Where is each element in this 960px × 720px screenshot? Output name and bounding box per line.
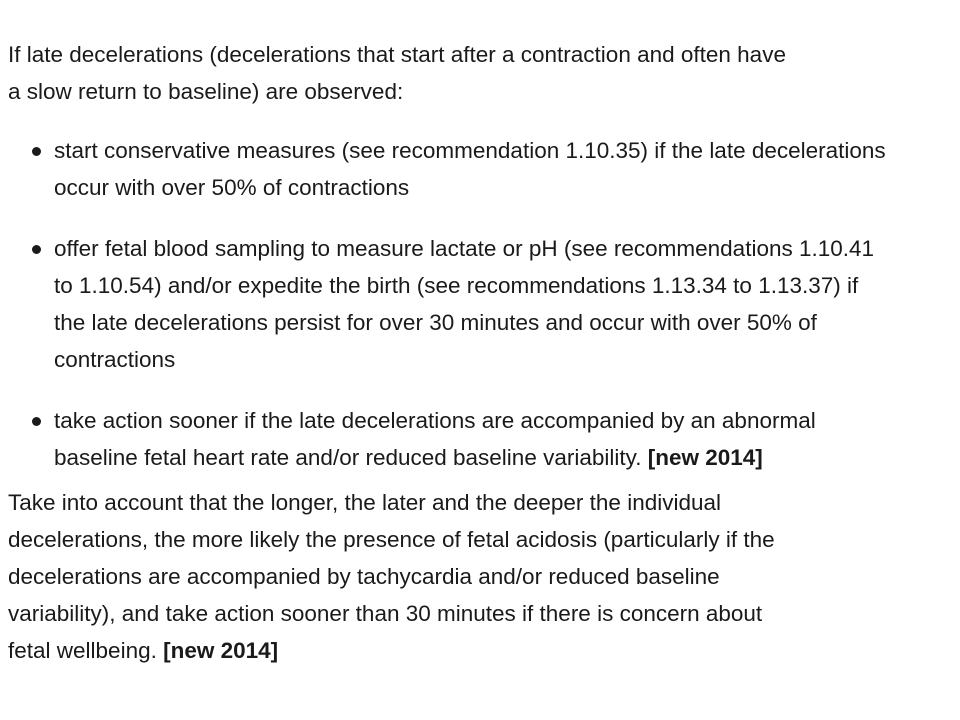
list-item-line: the late decelerations persist for over 30 minutes and occur with over 50% of — [54, 310, 817, 335]
bullet-icon — [32, 417, 41, 426]
intro-paragraph — [8, 36, 868, 110]
list-item — [8, 230, 958, 378]
closing-line: decelerations are accompanied by tachycardia and/or reduced baseline — [8, 564, 720, 589]
list-item-line: baseline fetal heart rate and/or reduced baseline variability. — [54, 445, 648, 470]
list-item-line: occur with over 50% of contractions — [54, 175, 410, 200]
new-2014-tag: [new 2014] — [647, 445, 763, 470]
intro-line: a slow return to baseline) are observed: — [8, 79, 404, 104]
bullet-icon — [32, 147, 41, 156]
closing-paragraph — [8, 484, 853, 669]
list-item — [8, 402, 958, 476]
recommendation-list — [8, 132, 958, 476]
intro-line: If late decelerations (decelerations that start after a contraction and often have — [8, 42, 786, 67]
list-item-line: to 1.10.54) and/or expedite the birth (see recommendations 1.13.34 to 1.13.37) if — [54, 273, 859, 298]
list-item-line: contractions — [54, 347, 176, 372]
new-2014-tag: [new 2014] — [163, 638, 279, 663]
list-item-line: take action sooner if the late decelerations are accompanied by an abnormal — [54, 408, 816, 433]
closing-line: Take into account that the longer, the later and the deeper the individual — [8, 490, 722, 515]
list-item — [8, 132, 958, 206]
list-item-line: start conservative measures (see recommendation 1.10.35) if the late decelerations — [54, 138, 886, 163]
closing-line: fetal wellbeing. — [8, 638, 164, 663]
bullet-icon — [32, 245, 41, 254]
list-item-line: offer fetal blood sampling to measure lactate or pH (see recommendations 1.10.41 — [54, 236, 875, 261]
closing-line: decelerations, the more likely the presence of fetal acidosis (particularly if the — [8, 527, 775, 552]
guideline-content — [8, 36, 958, 669]
closing-line: variability), and take action sooner than 30 minutes if there is concern about — [8, 601, 763, 626]
